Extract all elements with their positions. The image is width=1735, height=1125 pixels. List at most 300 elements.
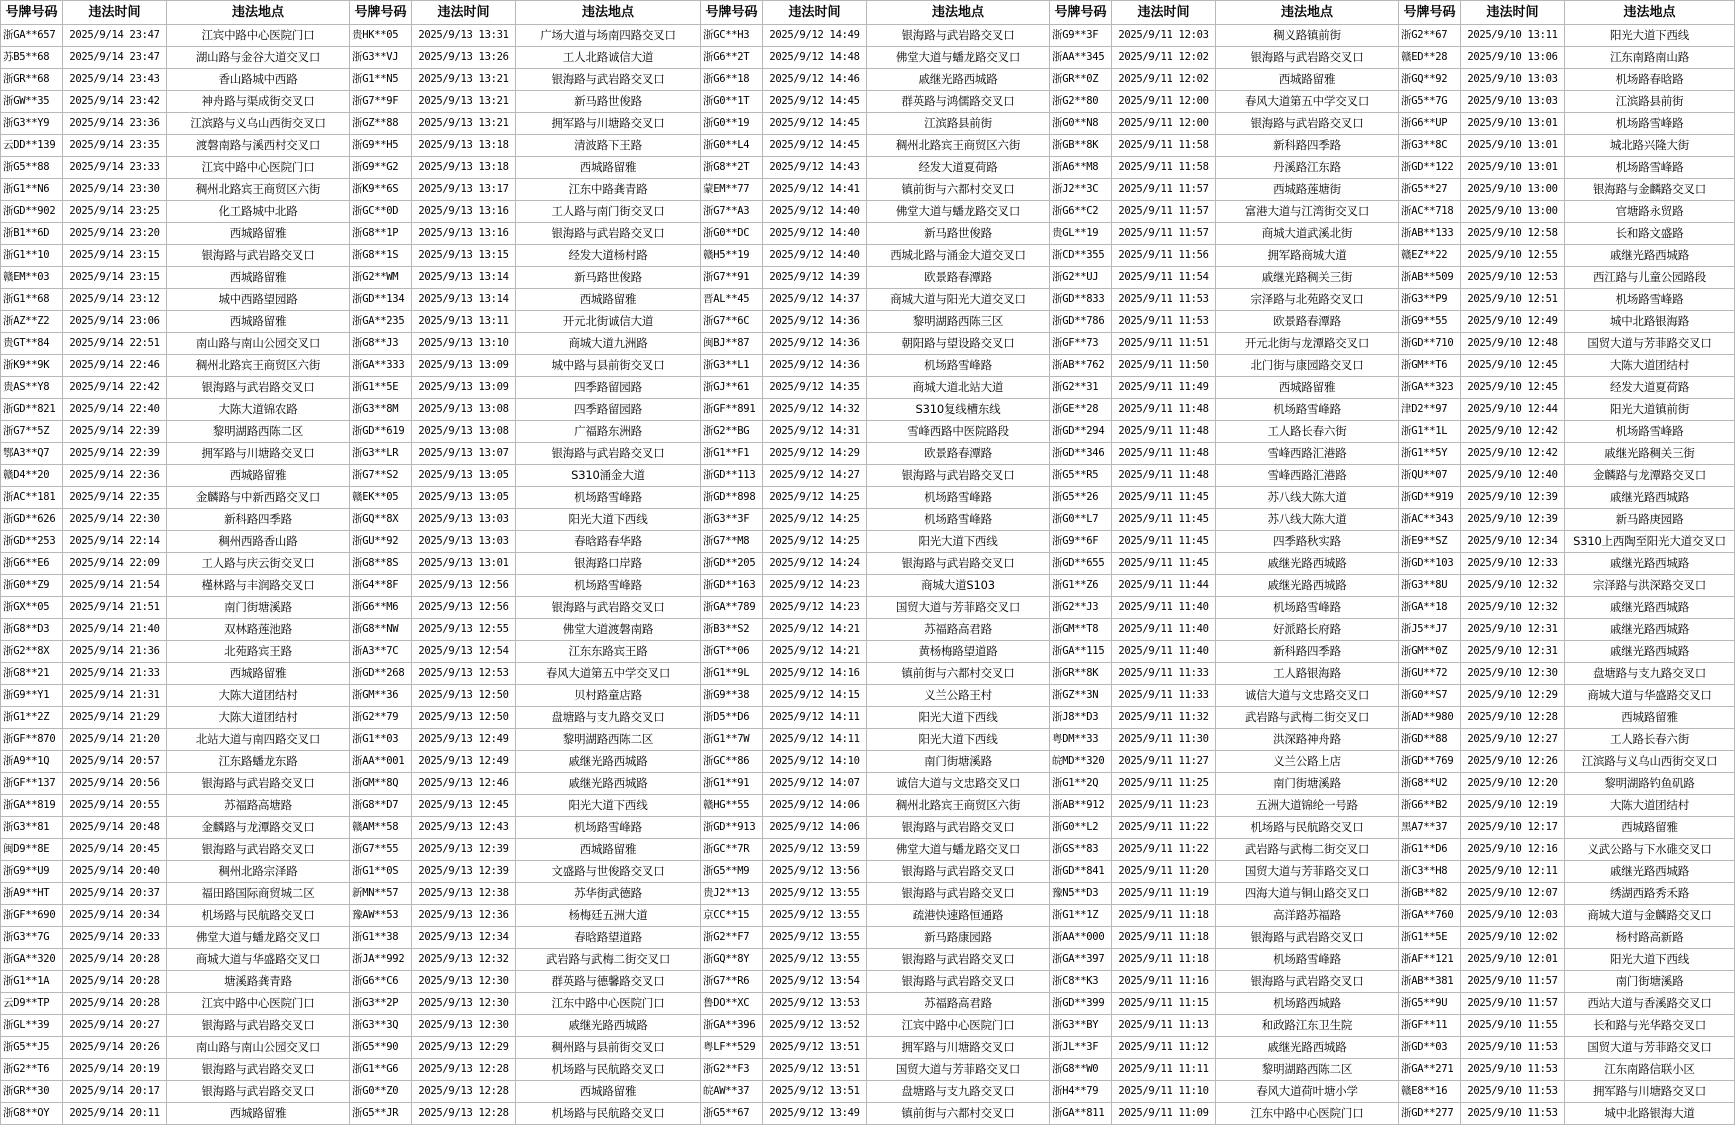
violation-location-cell: 黎明湖路西陈二区 bbox=[1216, 1059, 1399, 1081]
violation-location-cell: 西站大道与香溪路交叉口 bbox=[1565, 993, 1735, 1015]
violation-time-cell: 2025/9/11 11:54 bbox=[1112, 267, 1216, 289]
violation-location-cell: 金麟路与龙潭路交叉口 bbox=[167, 817, 350, 839]
violation-time-cell: 2025/9/12 14:46 bbox=[763, 69, 867, 91]
violation-time-cell: 2025/9/14 22:35 bbox=[63, 487, 167, 509]
plate-number-cell: 浙GA**235 bbox=[350, 311, 412, 333]
violation-location-cell: 宗泽路与洪深路交叉口 bbox=[1565, 575, 1735, 597]
plate-number-cell: 浙GR**8K bbox=[1050, 663, 1112, 685]
plate-number-cell: 浙GA**115 bbox=[1050, 641, 1112, 663]
plate-number-cell: 浙K9**6S bbox=[350, 179, 412, 201]
plate-number-cell: 浙G8**W0 bbox=[1050, 1059, 1112, 1081]
violation-location-cell: 江东南路南山路 bbox=[1565, 47, 1735, 69]
violation-location-cell: 雪峰西路中医院路段 bbox=[867, 421, 1050, 443]
plate-number-cell: 贵J2**13 bbox=[701, 883, 763, 905]
plate-number-cell: 皖MD**320 bbox=[1050, 751, 1112, 773]
plate-number-cell: 浙G3**8M bbox=[350, 399, 412, 421]
violation-time-cell: 2025/9/11 11:10 bbox=[1112, 1081, 1216, 1103]
violation-time-cell: 2025/9/13 13:03 bbox=[412, 531, 516, 553]
violation-location-cell: 江滨路与义乌山西街交叉口 bbox=[1565, 751, 1735, 773]
violation-location-cell: 机场路雪峰路 bbox=[516, 575, 701, 597]
violation-location-header: 违法地点 bbox=[1565, 1, 1735, 25]
table-row bbox=[1, 113, 1735, 135]
violation-location-header: 违法地点 bbox=[167, 1, 350, 25]
violation-location-cell: 佛堂大道与蟠龙路交叉口 bbox=[867, 47, 1050, 69]
plate-number-cell: 浙GM**T8 bbox=[1050, 619, 1112, 641]
plate-number-cell: 浙G9**6F bbox=[1050, 531, 1112, 553]
table-row bbox=[1, 509, 1735, 531]
plate-number-cell: 浙AB**381 bbox=[1399, 971, 1461, 993]
violation-time-cell: 2025/9/14 23:06 bbox=[63, 311, 167, 333]
plate-number-cell: 浙C3**H8 bbox=[1399, 861, 1461, 883]
violation-time-cell: 2025/9/12 13:53 bbox=[763, 993, 867, 1015]
plate-number-cell: 浙G1**5Y bbox=[1399, 443, 1461, 465]
plate-number-cell: 浙G0**L4 bbox=[701, 135, 763, 157]
violation-time-cell: 2025/9/12 14:11 bbox=[763, 707, 867, 729]
violation-time-cell: 2025/9/12 14:29 bbox=[763, 443, 867, 465]
violation-time-cell: 2025/9/12 14:06 bbox=[763, 817, 867, 839]
violation-location-cell: 大陈大道团结村 bbox=[167, 707, 350, 729]
violation-time-cell: 2025/9/12 14:36 bbox=[763, 333, 867, 355]
violation-location-cell: 戚继光路西城路 bbox=[1565, 245, 1735, 267]
violation-location-cell: 戚继光路西城路 bbox=[516, 1015, 701, 1037]
violation-time-cell: 2025/9/10 12:17 bbox=[1461, 817, 1565, 839]
violation-location-cell: 西城路留雅 bbox=[167, 223, 350, 245]
violation-location-cell: 机场路雪峰路 bbox=[1216, 399, 1399, 421]
plate-number-cell: 浙G0**Z9 bbox=[1, 575, 63, 597]
plate-number-header: 号牌号码 bbox=[1, 1, 63, 25]
violation-location-cell: 银海路与武岩路交叉口 bbox=[167, 1015, 350, 1037]
violation-time-cell: 2025/9/12 14:36 bbox=[763, 311, 867, 333]
plate-number-cell: 浙G2**J3 bbox=[1050, 597, 1112, 619]
plate-number-cell: 浙GM**8Q bbox=[350, 773, 412, 795]
table-row bbox=[1, 949, 1735, 971]
violation-time-cell: 2025/9/11 11:53 bbox=[1112, 289, 1216, 311]
violation-location-cell: 春风大道荷叶塘小学 bbox=[1216, 1081, 1399, 1103]
violation-time-cell: 2025/9/12 13:51 bbox=[763, 1081, 867, 1103]
plate-number-cell: 浙GC**86 bbox=[701, 751, 763, 773]
violation-time-cell: 2025/9/10 12:53 bbox=[1461, 267, 1565, 289]
plate-number-cell: 粤LF**529 bbox=[701, 1037, 763, 1059]
violation-time-cell: 2025/9/10 13:03 bbox=[1461, 91, 1565, 113]
plate-number-cell: 浙GD**103 bbox=[1399, 553, 1461, 575]
plate-number-cell: 赣HG**55 bbox=[701, 795, 763, 817]
violation-location-cell: 南山路与南山公园交叉口 bbox=[167, 1037, 350, 1059]
plate-number-cell: 浙G0**19 bbox=[701, 113, 763, 135]
plate-number-cell: 浙G9**H5 bbox=[350, 135, 412, 157]
violation-location-cell: 新马路康园路 bbox=[867, 927, 1050, 949]
violation-time-cell: 2025/9/12 13:59 bbox=[763, 839, 867, 861]
violation-location-cell: 西城路留雅 bbox=[516, 1081, 701, 1103]
violation-time-cell: 2025/9/10 13:03 bbox=[1461, 69, 1565, 91]
violation-location-cell: 银海路与武岩路交叉口 bbox=[1216, 927, 1399, 949]
violation-location-cell: 镇前街与六都村交叉口 bbox=[867, 663, 1050, 685]
violation-location-cell: 阳光大道镇前街 bbox=[1565, 399, 1735, 421]
violation-time-cell: 2025/9/14 23:12 bbox=[63, 289, 167, 311]
violation-location-cell: 工人路长春六街 bbox=[1216, 421, 1399, 443]
violation-time-cell: 2025/9/11 11:48 bbox=[1112, 443, 1216, 465]
plate-number-cell: 京CC**15 bbox=[701, 905, 763, 927]
violation-time-cell: 2025/9/13 13:08 bbox=[412, 399, 516, 421]
plate-number-cell: 浙G1**2Q bbox=[1050, 773, 1112, 795]
plate-number-cell: 浙GD**88 bbox=[1399, 729, 1461, 751]
violation-location-cell: 雪峰西路汇港路 bbox=[1216, 465, 1399, 487]
plate-number-cell: 浙G6**C2 bbox=[1050, 201, 1112, 223]
violation-time-cell: 2025/9/13 12:56 bbox=[412, 575, 516, 597]
plate-number-cell: 浙G0**1T bbox=[701, 91, 763, 113]
plate-number-cell: 浙G3**BY bbox=[1050, 1015, 1112, 1037]
violation-time-cell: 2025/9/10 12:45 bbox=[1461, 355, 1565, 377]
violation-time-cell: 2025/9/12 13:51 bbox=[763, 1037, 867, 1059]
plate-number-cell: 浙AB**509 bbox=[1399, 267, 1461, 289]
violation-time-cell: 2025/9/10 13:01 bbox=[1461, 135, 1565, 157]
violation-time-cell: 2025/9/14 21:36 bbox=[63, 641, 167, 663]
violation-location-cell: 苏八线大陈大道 bbox=[1216, 487, 1399, 509]
plate-number-cell: 浙G2**UJ bbox=[1050, 267, 1112, 289]
violation-location-cell: 银海路与武岩路交叉口 bbox=[1216, 113, 1399, 135]
violation-time-cell: 2025/9/11 11:45 bbox=[1112, 509, 1216, 531]
violation-time-cell: 2025/9/13 13:16 bbox=[412, 201, 516, 223]
violation-time-cell: 2025/9/11 11:20 bbox=[1112, 861, 1216, 883]
violation-time-cell: 2025/9/10 12:39 bbox=[1461, 487, 1565, 509]
plate-number-cell: 浙H4**79 bbox=[1050, 1081, 1112, 1103]
violation-time-cell: 2025/9/11 11:13 bbox=[1112, 1015, 1216, 1037]
violation-time-cell: 2025/9/12 14:25 bbox=[763, 487, 867, 509]
table-row bbox=[1, 267, 1735, 289]
plate-number-header: 号牌号码 bbox=[701, 1, 763, 25]
violation-time-cell: 2025/9/13 13:05 bbox=[412, 465, 516, 487]
violation-location-header: 违法地点 bbox=[516, 1, 701, 25]
violation-location-cell: 苏福路高君路 bbox=[867, 619, 1050, 641]
violation-location-cell: 拥军路商城大道 bbox=[1216, 245, 1399, 267]
violation-location-cell: 金麟路与中新西路交叉口 bbox=[167, 487, 350, 509]
violation-time-cell: 2025/9/10 12:33 bbox=[1461, 553, 1565, 575]
violation-location-cell: 江宾中路中心医院门口 bbox=[167, 157, 350, 179]
violation-location-cell: 拥军路与川塘路交叉口 bbox=[867, 1037, 1050, 1059]
violation-time-cell: 2025/9/14 22:46 bbox=[63, 355, 167, 377]
violation-location-cell: 镇前街与六都村交叉口 bbox=[867, 1103, 1050, 1125]
violation-location-cell: 拥军路与川塘路交叉口 bbox=[1565, 1081, 1735, 1103]
plate-number-cell: 浙G9**U9 bbox=[1, 861, 63, 883]
violation-time-cell: 2025/9/10 12:02 bbox=[1461, 927, 1565, 949]
plate-number-cell: 浙G7**91 bbox=[701, 267, 763, 289]
plate-number-cell: 浙G3**8C bbox=[1399, 135, 1461, 157]
violation-time-cell: 2025/9/10 12:40 bbox=[1461, 465, 1565, 487]
violation-location-cell: 西城路留雅 bbox=[1216, 69, 1399, 91]
violation-time-cell: 2025/9/11 11:51 bbox=[1112, 333, 1216, 355]
plate-number-cell: 浙G0**L7 bbox=[1050, 509, 1112, 531]
plate-number-cell: 浙G1**9L bbox=[701, 663, 763, 685]
violation-time-cell: 2025/9/14 21:33 bbox=[63, 663, 167, 685]
violation-time-cell: 2025/9/14 20:26 bbox=[63, 1037, 167, 1059]
plate-number-cell: 浙GD**346 bbox=[1050, 443, 1112, 465]
plate-number-cell: 浙C8**K3 bbox=[1050, 971, 1112, 993]
plate-number-cell: 浙G0**S7 bbox=[1399, 685, 1461, 707]
plate-number-cell: 浙G1**F1 bbox=[701, 443, 763, 465]
violation-time-cell: 2025/9/13 13:05 bbox=[412, 487, 516, 509]
violation-time-cell: 2025/9/10 12:20 bbox=[1461, 773, 1565, 795]
violation-location-cell: 戚继光路西城路 bbox=[1216, 553, 1399, 575]
violation-time-cell: 2025/9/10 11:53 bbox=[1461, 1103, 1565, 1125]
violation-location-cell: 开元北街诚信大道 bbox=[516, 311, 701, 333]
violation-time-cell: 2025/9/12 13:55 bbox=[763, 905, 867, 927]
violation-time-cell: 2025/9/13 13:26 bbox=[412, 47, 516, 69]
plate-number-cell: 浙G3**VJ bbox=[350, 47, 412, 69]
violation-location-cell: 北站大道与南四路交叉口 bbox=[167, 729, 350, 751]
plate-number-cell: 浙G8**J3 bbox=[350, 333, 412, 355]
plate-number-cell: 浙AA**000 bbox=[1050, 927, 1112, 949]
violation-location-cell: 阳光大道下西线 bbox=[516, 509, 701, 531]
violation-time-cell: 2025/9/14 20:55 bbox=[63, 795, 167, 817]
violation-time-cell: 2025/9/10 12:34 bbox=[1461, 531, 1565, 553]
violation-location-cell: 稠州北路宾王商贸区六街 bbox=[867, 795, 1050, 817]
table-row bbox=[1, 553, 1735, 575]
plate-number-cell: 浙G5**9U bbox=[1399, 993, 1461, 1015]
violation-time-cell: 2025/9/13 13:16 bbox=[412, 223, 516, 245]
violation-location-cell: 经发大道夏荷路 bbox=[1565, 377, 1735, 399]
violation-time-cell: 2025/9/14 21:54 bbox=[63, 575, 167, 597]
violation-time-cell: 2025/9/14 20:33 bbox=[63, 927, 167, 949]
violation-time-cell: 2025/9/12 14:07 bbox=[763, 773, 867, 795]
violation-time-cell: 2025/9/10 12:58 bbox=[1461, 223, 1565, 245]
violation-time-cell: 2025/9/12 14:45 bbox=[763, 135, 867, 157]
violation-location-header: 违法地点 bbox=[1216, 1, 1399, 25]
plate-number-cell: 浙G5**26 bbox=[1050, 487, 1112, 509]
table-row bbox=[1, 179, 1735, 201]
violation-location-cell: 盘塘路与支九路交叉口 bbox=[516, 707, 701, 729]
plate-number-cell: 浙G2**67 bbox=[1399, 25, 1461, 47]
violation-time-cell: 2025/9/13 12:32 bbox=[412, 949, 516, 971]
violation-location-cell: 稠州北路宗泽路 bbox=[167, 861, 350, 883]
violation-location-cell: 工人北路诚信大道 bbox=[516, 47, 701, 69]
table-row bbox=[1, 487, 1735, 509]
plate-number-cell: 浙G5**90 bbox=[350, 1037, 412, 1059]
violation-time-cell: 2025/9/10 12:42 bbox=[1461, 421, 1565, 443]
violation-location-cell: 戚继光路西城路 bbox=[1565, 861, 1735, 883]
violation-time-header: 违法时间 bbox=[1112, 1, 1216, 25]
violation-time-cell: 2025/9/12 14:40 bbox=[763, 223, 867, 245]
violation-time-cell: 2025/9/11 11:40 bbox=[1112, 597, 1216, 619]
violation-location-cell: 欧景路春潭路 bbox=[867, 443, 1050, 465]
plate-number-cell: 浙G3**3Q bbox=[350, 1015, 412, 1037]
violation-time-cell: 2025/9/11 11:48 bbox=[1112, 421, 1216, 443]
violation-time-cell: 2025/9/12 13:55 bbox=[763, 883, 867, 905]
plate-number-cell: 浙G8**1S bbox=[350, 245, 412, 267]
plate-number-cell: 浙GQ**8Y bbox=[701, 949, 763, 971]
violation-location-cell: 商城大道与阳光大道交叉口 bbox=[867, 289, 1050, 311]
violation-time-cell: 2025/9/11 12:02 bbox=[1112, 69, 1216, 91]
violation-time-cell: 2025/9/10 12:32 bbox=[1461, 597, 1565, 619]
violation-location-cell: 文盛路与世俊路交叉口 bbox=[516, 861, 701, 883]
violation-location-cell: 银海路与武岩路交叉口 bbox=[867, 553, 1050, 575]
plate-number-cell: 浙GC**H3 bbox=[701, 25, 763, 47]
violation-time-cell: 2025/9/11 11:45 bbox=[1112, 553, 1216, 575]
violation-location-cell: 新马路世俊路 bbox=[867, 223, 1050, 245]
violation-location-cell: 西城路留雅 bbox=[167, 1103, 350, 1125]
violation-time-cell: 2025/9/14 21:20 bbox=[63, 729, 167, 751]
plate-number-cell: 浙G6**M6 bbox=[350, 597, 412, 619]
violation-location-cell: 戚继光路西城路 bbox=[1565, 619, 1735, 641]
violation-location-cell: 南门街塘溪路 bbox=[1565, 971, 1735, 993]
plate-number-cell: 浙G3**7G bbox=[1, 927, 63, 949]
violation-time-cell: 2025/9/13 12:28 bbox=[412, 1059, 516, 1081]
plate-number-cell: 浙G8**2T bbox=[701, 157, 763, 179]
violation-location-header: 违法地点 bbox=[867, 1, 1050, 25]
violation-time-cell: 2025/9/13 13:17 bbox=[412, 179, 516, 201]
violation-time-cell: 2025/9/13 12:29 bbox=[412, 1037, 516, 1059]
violation-location-cell: S310涌金大道 bbox=[516, 465, 701, 487]
violation-location-cell: 江东南路信联小区 bbox=[1565, 1059, 1735, 1081]
table-row bbox=[1, 663, 1735, 685]
plate-number-cell: 浙GD**134 bbox=[350, 289, 412, 311]
plate-number-cell: 浙GR**68 bbox=[1, 69, 63, 91]
violation-location-cell: 大陈大道团结村 bbox=[1565, 355, 1735, 377]
violation-location-cell: 阳光大道下西线 bbox=[1565, 25, 1735, 47]
plate-number-cell: 浙G1**N6 bbox=[1, 179, 63, 201]
violation-location-cell: 银海路与武岩路交叉口 bbox=[867, 971, 1050, 993]
violation-time-cell: 2025/9/10 13:06 bbox=[1461, 47, 1565, 69]
plate-number-cell: 浙GD**619 bbox=[350, 421, 412, 443]
violation-time-cell: 2025/9/13 12:53 bbox=[412, 663, 516, 685]
violation-location-cell: 化工路城中北路 bbox=[167, 201, 350, 223]
violation-time-cell: 2025/9/14 23:30 bbox=[63, 179, 167, 201]
plate-number-cell: 浙G1**03 bbox=[350, 729, 412, 751]
plate-number-cell: 云D9**TP bbox=[1, 993, 63, 1015]
plate-number-cell: 浙GD**163 bbox=[701, 575, 763, 597]
plate-number-cell: 浙GA**760 bbox=[1399, 905, 1461, 927]
table-row bbox=[1, 355, 1735, 377]
violation-location-cell: 银海路与武岩路交叉口 bbox=[167, 773, 350, 795]
plate-number-cell: 浙G1**5E bbox=[1399, 927, 1461, 949]
violation-location-cell: 疏港快速路恒通路 bbox=[867, 905, 1050, 927]
table-row bbox=[1, 421, 1735, 443]
violation-time-cell: 2025/9/11 11:40 bbox=[1112, 619, 1216, 641]
violation-location-cell: 西城路留雅 bbox=[1216, 377, 1399, 399]
plate-number-cell: 黑A7**37 bbox=[1399, 817, 1461, 839]
violation-time-cell: 2025/9/13 12:34 bbox=[412, 927, 516, 949]
violation-time-cell: 2025/9/14 23:35 bbox=[63, 135, 167, 157]
table-row bbox=[1, 817, 1735, 839]
violation-location-cell: 工人路长春六街 bbox=[1565, 729, 1735, 751]
violation-time-cell: 2025/9/13 12:30 bbox=[412, 971, 516, 993]
violation-location-cell: 国贸大道与芳菲路交叉口 bbox=[867, 597, 1050, 619]
violation-time-cell: 2025/9/11 11:58 bbox=[1112, 157, 1216, 179]
table-row bbox=[1, 751, 1735, 773]
violation-time-cell: 2025/9/13 12:55 bbox=[412, 619, 516, 641]
violation-location-cell: 银海路与武岩路交叉口 bbox=[516, 69, 701, 91]
plate-number-cell: 浙G0**DC bbox=[701, 223, 763, 245]
plate-number-cell: 浙GA**333 bbox=[350, 355, 412, 377]
violation-time-cell: 2025/9/13 13:18 bbox=[412, 135, 516, 157]
plate-number-cell: 浙GF**690 bbox=[1, 905, 63, 927]
plate-number-cell: 赣EZ**22 bbox=[1399, 245, 1461, 267]
plate-number-cell: 浙D5**D6 bbox=[701, 707, 763, 729]
violation-location-cell: 长和路与光华路交叉口 bbox=[1565, 1015, 1735, 1037]
violation-time-cell: 2025/9/12 14:23 bbox=[763, 597, 867, 619]
violation-location-cell: 苏福路高君路 bbox=[867, 993, 1050, 1015]
violation-time-cell: 2025/9/10 12:51 bbox=[1461, 289, 1565, 311]
violation-time-cell: 2025/9/12 14:45 bbox=[763, 91, 867, 113]
plate-number-cell: 浙G1**1L bbox=[1399, 421, 1461, 443]
violation-location-cell: 经发大道夏荷路 bbox=[867, 157, 1050, 179]
violation-time-cell: 2025/9/13 13:09 bbox=[412, 355, 516, 377]
violation-time-cell: 2025/9/11 11:11 bbox=[1112, 1059, 1216, 1081]
plate-number-cell: 浙JL**3F bbox=[1050, 1037, 1112, 1059]
violation-location-cell: 佛堂大道渡磐南路 bbox=[516, 619, 701, 641]
plate-number-cell: 浙G6**C6 bbox=[350, 971, 412, 993]
violation-time-cell: 2025/9/11 11:18 bbox=[1112, 949, 1216, 971]
violation-location-cell: 银海路与武岩路交叉口 bbox=[167, 839, 350, 861]
violation-time-cell: 2025/9/13 12:36 bbox=[412, 905, 516, 927]
plate-number-header: 号牌号码 bbox=[1050, 1, 1112, 25]
violation-time-cell: 2025/9/11 12:00 bbox=[1112, 91, 1216, 113]
plate-number-cell: 浙GF**73 bbox=[1050, 333, 1112, 355]
plate-number-cell: 浙GA**811 bbox=[1050, 1103, 1112, 1125]
plate-number-header: 号牌号码 bbox=[1399, 1, 1461, 25]
plate-number-cell: 浙G8**1P bbox=[350, 223, 412, 245]
plate-number-cell: 浙GT**06 bbox=[701, 641, 763, 663]
plate-number-cell: 浙J2**3C bbox=[1050, 179, 1112, 201]
plate-number-cell: 浙G7**55 bbox=[350, 839, 412, 861]
violation-location-cell: 和政路江东卫生院 bbox=[1216, 1015, 1399, 1037]
plate-number-cell: 浙G1**N5 bbox=[350, 69, 412, 91]
violation-time-cell: 2025/9/12 14:16 bbox=[763, 663, 867, 685]
violation-location-cell: 大陈大道锦农路 bbox=[167, 399, 350, 421]
violation-location-cell: 城中西路望园路 bbox=[167, 289, 350, 311]
violation-time-cell: 2025/9/13 12:39 bbox=[412, 861, 516, 883]
plate-number-cell: 赣ED**28 bbox=[1399, 47, 1461, 69]
violation-location-cell: 杨村路高新路 bbox=[1565, 927, 1735, 949]
violation-location-cell: 江滨路与义乌山西街交叉口 bbox=[167, 113, 350, 135]
violation-time-cell: 2025/9/14 23:36 bbox=[63, 113, 167, 135]
table-row bbox=[1, 47, 1735, 69]
violation-location-cell: 机场路雪峰路 bbox=[1216, 949, 1399, 971]
violation-location-cell: 机场路与民航路交叉口 bbox=[167, 905, 350, 927]
violation-time-cell: 2025/9/13 12:56 bbox=[412, 597, 516, 619]
violation-location-cell: 戚继光路西城路 bbox=[1565, 597, 1735, 619]
violation-time-cell: 2025/9/13 12:28 bbox=[412, 1103, 516, 1125]
violation-location-cell: 商城大道S103 bbox=[867, 575, 1050, 597]
violation-location-cell: 春风大道第五中学交叉口 bbox=[516, 663, 701, 685]
violation-location-cell: 镇前街与六都村交叉口 bbox=[867, 179, 1050, 201]
violation-location-cell: 阳光大道下西线 bbox=[867, 729, 1050, 751]
violation-time-cell: 2025/9/12 13:55 bbox=[763, 949, 867, 971]
table-row bbox=[1, 223, 1735, 245]
violation-location-cell: 盘塘路与支九路交叉口 bbox=[1565, 663, 1735, 685]
plate-number-cell: 浙GD**913 bbox=[701, 817, 763, 839]
plate-number-cell: 浙G2**79 bbox=[350, 707, 412, 729]
table-row bbox=[1, 91, 1735, 113]
violation-location-cell: 商城大道与华盛路交叉口 bbox=[1565, 685, 1735, 707]
violation-location-cell: 西城路留雅 bbox=[1565, 707, 1735, 729]
table-row bbox=[1, 69, 1735, 91]
table-row bbox=[1, 377, 1735, 399]
plate-number-cell: 浙GD**277 bbox=[1399, 1103, 1461, 1125]
violation-location-cell: 诚信大道与文忠路交叉口 bbox=[867, 773, 1050, 795]
violation-time-cell: 2025/9/14 21:51 bbox=[63, 597, 167, 619]
violation-time-cell: 2025/9/13 13:08 bbox=[412, 421, 516, 443]
violation-location-cell: 神舟路与渠成街交叉口 bbox=[167, 91, 350, 113]
plate-number-cell: 浙G0**Z0 bbox=[350, 1081, 412, 1103]
plate-number-cell: 浙GU**92 bbox=[350, 531, 412, 553]
plate-number-cell: 浙AB**912 bbox=[1050, 795, 1112, 817]
violation-time-cell: 2025/9/14 20:56 bbox=[63, 773, 167, 795]
violation-time-cell: 2025/9/10 12:07 bbox=[1461, 883, 1565, 905]
table-row bbox=[1, 619, 1735, 641]
table-row bbox=[1, 1037, 1735, 1059]
plate-number-cell: 浙G1**G6 bbox=[350, 1059, 412, 1081]
violation-time-cell: 2025/9/13 12:45 bbox=[412, 795, 516, 817]
plate-number-cell: 浙G8**D7 bbox=[350, 795, 412, 817]
